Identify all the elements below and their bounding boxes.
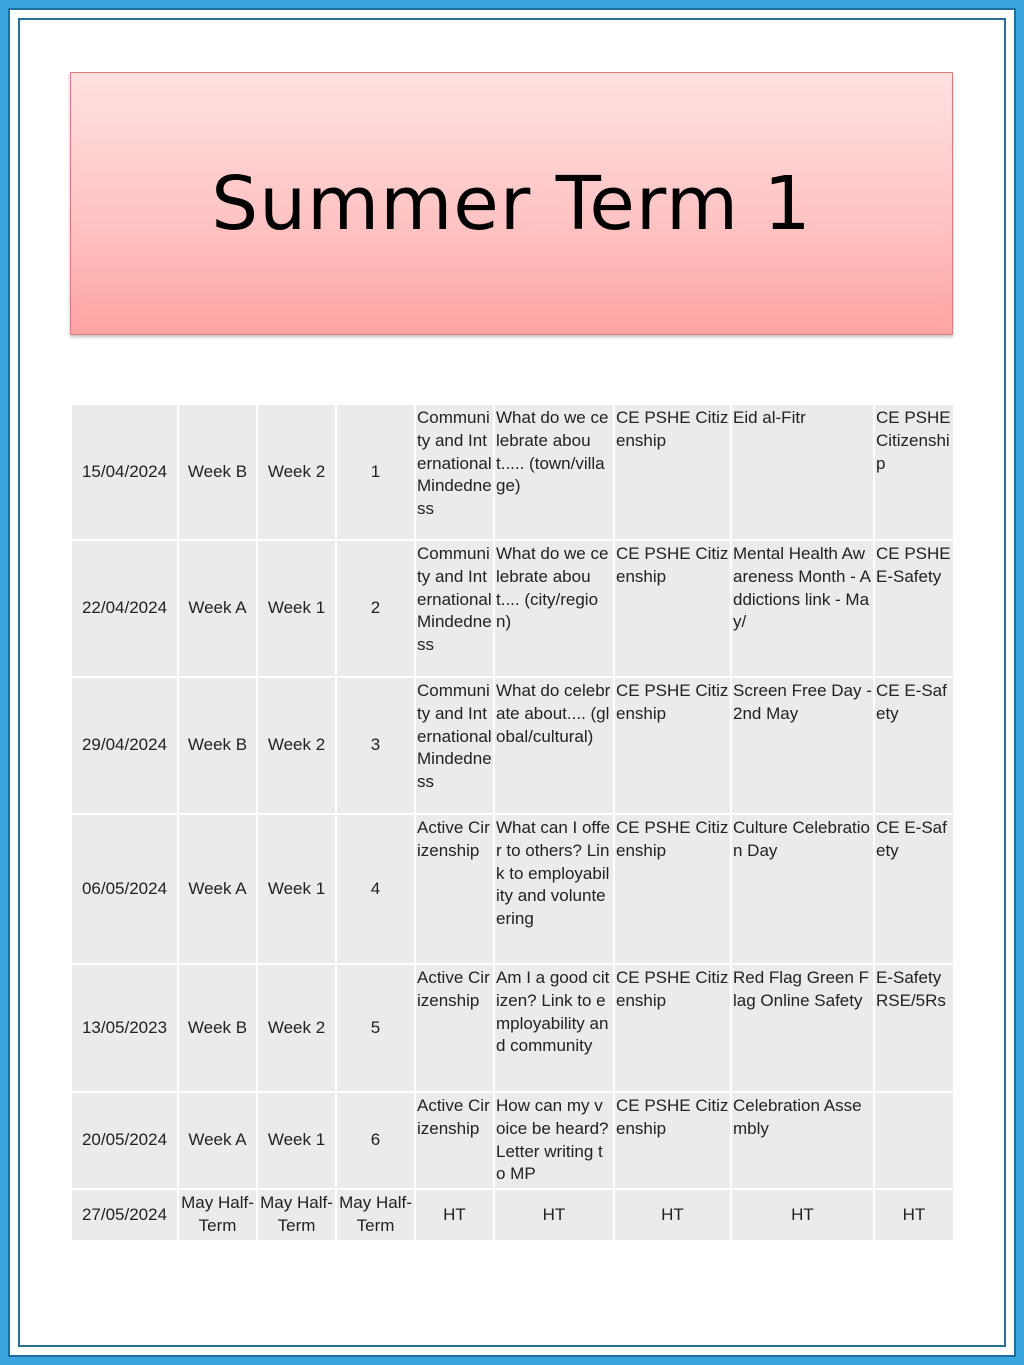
date-cell: 29/04/2024 bbox=[71, 677, 178, 814]
strand-cell: CE PSHE Citizenship bbox=[614, 540, 731, 677]
table-row bbox=[71, 964, 954, 1092]
table-row bbox=[71, 814, 954, 964]
question-cell: How can my voice be heard? Letter writing to MP bbox=[494, 1092, 614, 1189]
question-cell: HT bbox=[494, 1189, 614, 1241]
week-num-cell: Week 1 bbox=[257, 1092, 336, 1189]
week-num-cell: Week 1 bbox=[257, 814, 336, 964]
week-ab-cell: Week A bbox=[178, 814, 257, 964]
week-ab-cell: Week B bbox=[178, 404, 257, 540]
week-ab-cell: Week A bbox=[178, 1092, 257, 1189]
topic-cell: Community and International Mindedness bbox=[415, 404, 494, 540]
lesson-num-cell: 4 bbox=[336, 814, 415, 964]
lesson-num-cell: 5 bbox=[336, 964, 415, 1092]
week-num-cell: Week 2 bbox=[257, 677, 336, 814]
focus-cell bbox=[874, 1092, 954, 1189]
lesson-num-cell: 2 bbox=[336, 540, 415, 677]
question-cell: What do we celebrate about.... (city/region) bbox=[494, 540, 614, 677]
event-cell: Mental Health Awareness Month - Addictions link - May/ bbox=[731, 540, 874, 677]
lesson-num-cell: May Half-Term bbox=[336, 1189, 415, 1241]
topic-cell: Active Cirizenship bbox=[415, 814, 494, 964]
term-plan-table bbox=[70, 403, 955, 1242]
date-cell: 15/04/2024 bbox=[71, 404, 178, 540]
date-cell: 13/05/2023 bbox=[71, 964, 178, 1092]
focus-cell: CE E-Safety bbox=[874, 814, 954, 964]
week-ab-cell: Week A bbox=[178, 540, 257, 677]
table-row bbox=[71, 540, 954, 677]
table-row bbox=[71, 1092, 954, 1189]
week-ab-cell: Week B bbox=[178, 677, 257, 814]
date-cell: 27/05/2024 bbox=[71, 1189, 178, 1241]
date-cell: 22/04/2024 bbox=[71, 540, 178, 677]
lesson-num-cell: 3 bbox=[336, 677, 415, 814]
question-cell: What can I offer to others? Link to employability and volunteering bbox=[494, 814, 614, 964]
question-cell: What do we celebrate about..... (town/village) bbox=[494, 404, 614, 540]
topic-cell: Community and International Mindedness bbox=[415, 677, 494, 814]
focus-cell: E-Safety RSE/5Rs bbox=[874, 964, 954, 1092]
event-cell: Eid al-Fitr bbox=[731, 404, 874, 540]
event-cell: Celebration Assembly bbox=[731, 1092, 874, 1189]
week-num-cell: Week 2 bbox=[257, 404, 336, 540]
event-cell: Red Flag Green Flag Online Safety bbox=[731, 964, 874, 1092]
date-cell: 06/05/2024 bbox=[71, 814, 178, 964]
table-row bbox=[71, 404, 954, 540]
title-banner bbox=[70, 72, 953, 335]
week-ab-cell: Week B bbox=[178, 964, 257, 1092]
focus-cell: CE E-Safety bbox=[874, 677, 954, 814]
page-title: Summer Term 1 bbox=[211, 160, 812, 247]
table-row bbox=[71, 677, 954, 814]
week-num-cell: Week 2 bbox=[257, 964, 336, 1092]
strand-cell: CE PSHE Citizenship bbox=[614, 677, 731, 814]
strand-cell: CE PSHE Citizenship bbox=[614, 404, 731, 540]
week-num-cell: Week 1 bbox=[257, 540, 336, 677]
date-cell: 20/05/2024 bbox=[71, 1092, 178, 1189]
event-cell: Screen Free Day - 2nd May bbox=[731, 677, 874, 814]
topic-cell: Active Cirizenship bbox=[415, 1092, 494, 1189]
topic-cell: HT bbox=[415, 1189, 494, 1241]
week-ab-cell: May Half-Term bbox=[178, 1189, 257, 1241]
strand-cell: CE PSHE Citizenship bbox=[614, 814, 731, 964]
event-cell: Culture Celebration Day bbox=[731, 814, 874, 964]
lesson-num-cell: 1 bbox=[336, 404, 415, 540]
focus-cell: CE PSHE E-Safety bbox=[874, 540, 954, 677]
question-cell: Am I a good citizen? Link to employability and community bbox=[494, 964, 614, 1092]
topic-cell: Active Cirizenship bbox=[415, 964, 494, 1092]
focus-cell: CE PSHE Citizenship bbox=[874, 404, 954, 540]
week-num-cell: May Half-Term bbox=[257, 1189, 336, 1241]
strand-cell: HT bbox=[614, 1189, 731, 1241]
half-term-row bbox=[71, 1189, 954, 1241]
topic-cell: Community and International Mindedness bbox=[415, 540, 494, 677]
question-cell: What do celebrate about.... (global/cultural) bbox=[494, 677, 614, 814]
focus-cell: HT bbox=[874, 1189, 954, 1241]
event-cell: HT bbox=[731, 1189, 874, 1241]
lesson-num-cell: 6 bbox=[336, 1092, 415, 1189]
strand-cell: CE PSHE Citizenship bbox=[614, 964, 731, 1092]
strand-cell: CE PSHE Citizenship bbox=[614, 1092, 731, 1189]
